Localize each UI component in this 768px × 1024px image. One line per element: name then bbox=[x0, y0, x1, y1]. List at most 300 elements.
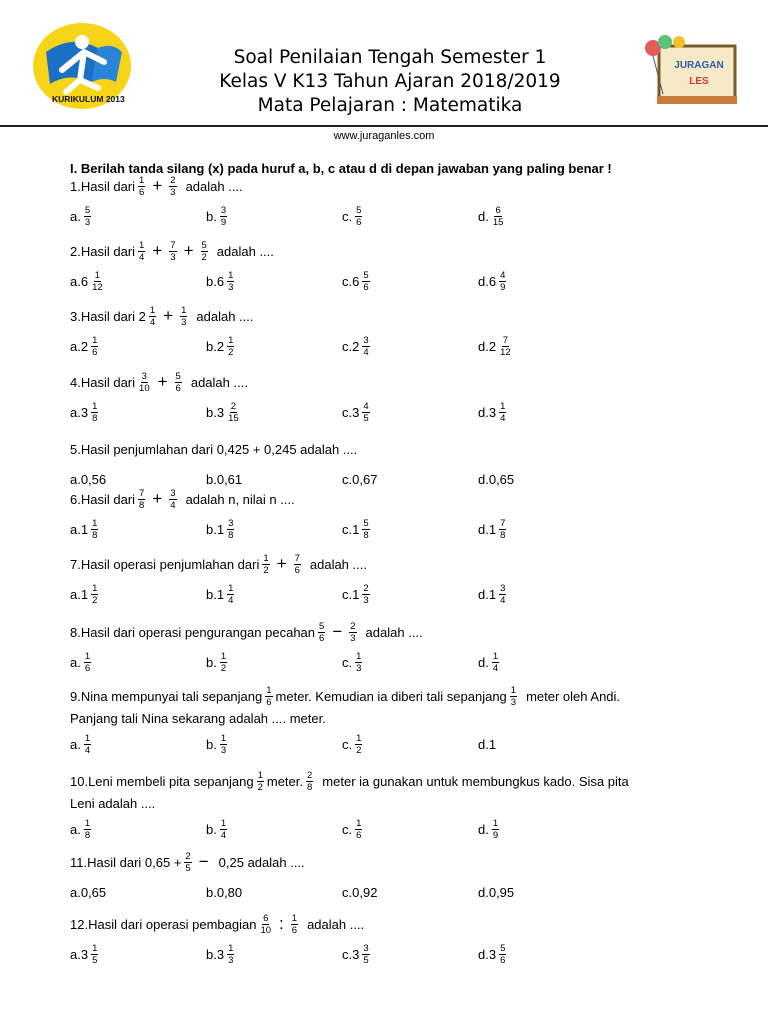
option-d[interactable] bbox=[478, 515, 509, 543]
numerator: 1 bbox=[492, 650, 499, 662]
whole-number: 6 bbox=[80, 273, 89, 289]
option-fraction bbox=[355, 818, 362, 841]
denominator: 6 bbox=[92, 346, 98, 358]
kurikulum-2013-logo bbox=[32, 22, 132, 110]
numerator: 7 bbox=[502, 334, 509, 346]
question-text bbox=[70, 682, 620, 710]
question-number: 12. bbox=[70, 916, 89, 932]
numerator: 5 bbox=[201, 239, 207, 251]
question-12 bbox=[70, 910, 506, 968]
option-fraction bbox=[362, 583, 369, 606]
option-b[interactable] bbox=[206, 730, 230, 758]
option-fraction bbox=[355, 733, 362, 756]
numerator: 7 bbox=[170, 239, 176, 251]
title-line-3: Mata Pelajaran : Matematika bbox=[257, 95, 523, 116]
numerator: 5 bbox=[84, 204, 91, 216]
option-a[interactable] bbox=[70, 332, 101, 360]
denominator: 6 bbox=[356, 216, 362, 228]
option-letter: b. bbox=[206, 946, 217, 962]
option-d[interactable] bbox=[478, 648, 502, 676]
denominator: 3 bbox=[510, 696, 517, 708]
option-letter: a. bbox=[70, 946, 81, 962]
option-letter: d. bbox=[478, 654, 489, 670]
option-letter: c. bbox=[342, 208, 353, 224]
numerator: 1 bbox=[220, 817, 227, 829]
fraction bbox=[138, 175, 145, 198]
header-divider bbox=[0, 125, 768, 127]
denominator: 3 bbox=[170, 186, 176, 198]
denominator: 6 bbox=[294, 564, 300, 576]
question-text bbox=[70, 172, 243, 200]
option-a[interactable] bbox=[70, 878, 106, 906]
numerator: 1 bbox=[92, 334, 98, 346]
option-d[interactable] bbox=[478, 878, 514, 906]
whole-number: 3 bbox=[216, 404, 225, 420]
question-prefix: Hasil dari bbox=[80, 491, 136, 507]
denominator: 8 bbox=[139, 499, 145, 511]
numerator: 2 bbox=[350, 620, 356, 632]
whole-number: 1 bbox=[216, 586, 225, 602]
question-number: 2. bbox=[70, 243, 81, 259]
option-letter: c. bbox=[342, 471, 353, 487]
option-fraction bbox=[91, 270, 104, 293]
fraction bbox=[201, 240, 208, 263]
option-fraction bbox=[362, 943, 369, 966]
question-prefix: Hasil dari bbox=[80, 178, 136, 194]
option-c[interactable] bbox=[342, 730, 365, 758]
option-a[interactable] bbox=[70, 940, 101, 968]
option-fraction bbox=[91, 518, 98, 541]
option-value: 0,80 bbox=[216, 884, 243, 900]
whole-number: 2 bbox=[352, 338, 360, 354]
option-c[interactable] bbox=[342, 580, 373, 608]
denominator: 3 bbox=[228, 281, 234, 293]
option-d[interactable] bbox=[478, 465, 514, 493]
question-suffix: adalah .... bbox=[190, 374, 248, 390]
option-value: 0,61 bbox=[216, 471, 243, 487]
option-fraction bbox=[362, 518, 369, 541]
whole-number: 1 bbox=[488, 586, 497, 602]
fraction bbox=[169, 175, 176, 198]
question-suffix: meter oleh Andi. bbox=[526, 688, 621, 704]
question-1 bbox=[70, 172, 504, 230]
question-number: 6. bbox=[70, 491, 81, 507]
option-b[interactable] bbox=[206, 815, 230, 843]
option-letter: c. bbox=[342, 273, 353, 289]
option-fraction bbox=[227, 943, 234, 966]
numerator: 1 bbox=[228, 582, 234, 594]
option-fraction bbox=[91, 583, 98, 606]
answer-options bbox=[70, 332, 511, 360]
option-letter: d. bbox=[478, 338, 489, 354]
question-text bbox=[70, 485, 295, 513]
option-fraction bbox=[91, 943, 98, 966]
fraction bbox=[138, 240, 145, 263]
operator: + bbox=[163, 306, 174, 325]
fraction bbox=[259, 913, 272, 936]
question-8 bbox=[70, 618, 499, 676]
numerator: 2 bbox=[230, 400, 237, 412]
denominator: 3 bbox=[350, 632, 356, 644]
option-d[interactable] bbox=[478, 815, 502, 843]
operator: : bbox=[279, 914, 284, 933]
numerator: 1 bbox=[500, 400, 506, 412]
numerator: 1 bbox=[228, 942, 234, 954]
fraction bbox=[349, 621, 356, 644]
option-letter: d. bbox=[478, 208, 489, 224]
numerator: 2 bbox=[307, 769, 313, 781]
fraction bbox=[510, 685, 517, 708]
whole-number: 1 bbox=[216, 521, 225, 537]
numerator: 1 bbox=[492, 817, 499, 829]
denominator: 5 bbox=[363, 954, 369, 966]
juragan-les-logo bbox=[643, 34, 741, 106]
question-4 bbox=[70, 368, 506, 426]
denominator: 3 bbox=[363, 594, 369, 606]
operator: + bbox=[152, 489, 163, 508]
numerator: 2 bbox=[185, 850, 191, 862]
numerator: 5 bbox=[356, 204, 362, 216]
fraction bbox=[169, 488, 176, 511]
option-value: 0,65 bbox=[488, 471, 515, 487]
option-c[interactable] bbox=[342, 940, 373, 968]
denominator: 4 bbox=[220, 829, 227, 841]
denominator: 6 bbox=[139, 186, 145, 198]
operator: + bbox=[152, 241, 163, 260]
numerator: 1 bbox=[84, 732, 91, 744]
denominator: 8 bbox=[228, 529, 234, 541]
denominator: 2 bbox=[220, 662, 227, 674]
option-c[interactable] bbox=[342, 398, 373, 426]
denominator: 4 bbox=[228, 594, 234, 606]
option-letter: c. bbox=[342, 654, 353, 670]
option-d[interactable] bbox=[478, 267, 509, 295]
option-a[interactable] bbox=[70, 648, 94, 676]
denominator: 8 bbox=[92, 529, 98, 541]
fraction bbox=[175, 371, 182, 394]
title-line-1: Soal Penilaian Tengah Semester 1 bbox=[233, 47, 547, 68]
fraction bbox=[138, 371, 151, 394]
answer-options bbox=[70, 648, 499, 676]
numerator: 1 bbox=[181, 304, 187, 316]
question-6 bbox=[70, 485, 506, 543]
option-c[interactable] bbox=[342, 202, 365, 230]
question-suffix: adalah .... bbox=[365, 624, 423, 640]
option-d[interactable] bbox=[478, 332, 515, 360]
operator: − bbox=[332, 622, 343, 641]
question-text bbox=[70, 237, 274, 265]
question-suffix: adalah n, nilai n .... bbox=[185, 491, 295, 507]
option-b[interactable] bbox=[206, 515, 237, 543]
option-fraction bbox=[355, 205, 362, 228]
question-middle: meter. bbox=[266, 773, 303, 789]
answer-options bbox=[70, 580, 506, 608]
svg-text:LES: LES bbox=[689, 76, 709, 87]
option-letter: a. bbox=[70, 471, 81, 487]
question-text bbox=[70, 435, 357, 463]
question-prefix: Hasil dari bbox=[80, 243, 136, 259]
option-c[interactable] bbox=[342, 515, 373, 543]
option-b[interactable] bbox=[206, 940, 237, 968]
option-a[interactable] bbox=[70, 580, 101, 608]
question-prefix: Nina mempunyai tali sepanjang bbox=[80, 688, 263, 704]
question-suffix: adalah .... bbox=[309, 556, 367, 572]
option-fraction bbox=[492, 818, 499, 841]
whole-number: 1 bbox=[352, 586, 360, 602]
fraction bbox=[149, 305, 156, 328]
option-letter: d. bbox=[478, 521, 489, 537]
question-prefix: Hasil dari 2 bbox=[80, 308, 146, 324]
option-letter: d. bbox=[478, 884, 489, 900]
option-value: 0,65 bbox=[80, 884, 107, 900]
denominator: 3 bbox=[228, 954, 234, 966]
denominator: 4 bbox=[170, 499, 176, 511]
option-letter: a. bbox=[70, 586, 81, 602]
answer-options bbox=[70, 878, 515, 906]
option-c[interactable] bbox=[342, 878, 377, 906]
numerator: 3 bbox=[363, 334, 369, 346]
option-letter: a. bbox=[70, 736, 81, 752]
denominator: 4 bbox=[84, 744, 91, 756]
whole-number: 3 bbox=[80, 404, 89, 420]
denominator: 4 bbox=[149, 316, 156, 328]
option-b[interactable] bbox=[206, 878, 242, 906]
denominator: 4 bbox=[139, 251, 145, 263]
option-letter: c. bbox=[342, 404, 353, 420]
denominator: 8 bbox=[363, 529, 369, 541]
option-value: 0,56 bbox=[80, 471, 107, 487]
question-number: 10. bbox=[70, 773, 89, 789]
numerator: 1 bbox=[356, 732, 362, 744]
numerator: 3 bbox=[220, 204, 227, 216]
denominator: 3 bbox=[356, 662, 362, 674]
option-value: 0,92 bbox=[352, 884, 378, 900]
option-a[interactable] bbox=[70, 730, 94, 758]
question-suffix: meter ia gunakan untuk membungkus kado. Sisa pita bbox=[322, 773, 629, 789]
question-number: 4. bbox=[70, 374, 81, 390]
option-fraction bbox=[227, 518, 234, 541]
numerator: 1 bbox=[92, 517, 98, 529]
question-suffix: adalah .... bbox=[185, 178, 243, 194]
option-letter: a. bbox=[70, 273, 81, 289]
option-value: 1 bbox=[488, 736, 497, 752]
answer-options bbox=[70, 267, 506, 295]
option-d[interactable] bbox=[478, 580, 509, 608]
option-c[interactable] bbox=[342, 332, 373, 360]
numerator: 2 bbox=[170, 174, 176, 186]
option-a[interactable] bbox=[70, 398, 101, 426]
question-text-line-2: Panjang tali Nina sekarang adalah .... meter. bbox=[70, 711, 326, 726]
option-fraction bbox=[499, 270, 506, 293]
option-a[interactable] bbox=[70, 202, 94, 230]
question-number: 11. bbox=[70, 854, 88, 870]
option-letter: a. bbox=[70, 338, 81, 354]
option-letter: b. bbox=[206, 404, 217, 420]
denominator: 2 bbox=[356, 744, 362, 756]
operator: + bbox=[157, 372, 168, 391]
option-letter: b. bbox=[206, 471, 217, 487]
option-a[interactable] bbox=[70, 267, 107, 295]
option-letter: b. bbox=[206, 338, 217, 354]
numerator: 1 bbox=[257, 769, 263, 781]
answer-options bbox=[70, 940, 506, 968]
option-b[interactable] bbox=[206, 202, 230, 230]
denominator: 4 bbox=[363, 346, 369, 358]
option-fraction bbox=[362, 401, 369, 424]
option-fraction bbox=[499, 583, 506, 606]
option-fraction bbox=[220, 818, 227, 841]
whole-number: 2 bbox=[80, 338, 89, 354]
denominator: 3 bbox=[220, 744, 227, 756]
answer-options bbox=[70, 202, 504, 230]
fraction bbox=[306, 770, 313, 793]
question-number: 1. bbox=[70, 178, 81, 194]
option-fraction bbox=[355, 651, 362, 674]
option-letter: b. bbox=[206, 273, 217, 289]
numerator: 1 bbox=[263, 552, 269, 564]
numerator: 1 bbox=[92, 582, 98, 594]
option-letter: d. bbox=[478, 471, 489, 487]
option-a[interactable] bbox=[70, 815, 94, 843]
fraction bbox=[180, 305, 187, 328]
fraction bbox=[291, 913, 298, 936]
option-letter: a. bbox=[70, 654, 81, 670]
denominator: 6 bbox=[84, 662, 91, 674]
numerator: 1 bbox=[266, 684, 272, 696]
whole-number: 6 bbox=[216, 273, 225, 289]
numerator: 4 bbox=[363, 400, 369, 412]
denominator: 4 bbox=[492, 662, 499, 674]
operator: + bbox=[276, 554, 287, 573]
numerator: 7 bbox=[500, 517, 506, 529]
numerator: 3 bbox=[363, 942, 369, 954]
option-b[interactable] bbox=[206, 267, 237, 295]
numerator: 1 bbox=[84, 650, 91, 662]
denominator: 12 bbox=[500, 346, 511, 358]
option-letter: b. bbox=[206, 521, 217, 537]
denominator: 15 bbox=[492, 216, 504, 228]
whole-number: 3 bbox=[352, 946, 360, 962]
website-link[interactable]: www.juraganles.com bbox=[333, 130, 435, 142]
option-b[interactable] bbox=[206, 398, 243, 426]
option-d[interactable] bbox=[478, 398, 509, 426]
denominator: 6 bbox=[356, 829, 362, 841]
denominator: 2 bbox=[228, 346, 234, 358]
question-2 bbox=[70, 237, 506, 295]
denominator: 2 bbox=[201, 251, 207, 263]
option-fraction bbox=[362, 270, 369, 293]
question-suffix: adalah .... bbox=[307, 916, 365, 932]
numerator: 5 bbox=[500, 942, 506, 954]
fraction bbox=[262, 553, 269, 576]
question-text-line-2: Leni adalah .... bbox=[70, 796, 156, 811]
option-fraction bbox=[499, 401, 506, 424]
numerator: 1 bbox=[291, 912, 298, 924]
numerator: 6 bbox=[263, 912, 269, 924]
question-prefix: Hasil dari bbox=[80, 374, 136, 390]
option-fraction bbox=[84, 818, 91, 841]
option-c[interactable] bbox=[342, 465, 377, 493]
option-fraction bbox=[362, 335, 369, 358]
question-body: Hasil penjumlahan dari 0,425 + 0,245 adalah .... bbox=[80, 441, 358, 457]
option-d[interactable] bbox=[478, 940, 509, 968]
option-letter: d. bbox=[478, 736, 489, 752]
denominator: 8 bbox=[307, 781, 313, 793]
option-letter: d. bbox=[478, 946, 489, 962]
whole-number: 3 bbox=[216, 946, 225, 962]
numerator: 1 bbox=[220, 650, 227, 662]
option-fraction bbox=[227, 335, 234, 358]
denominator: 4 bbox=[500, 412, 506, 424]
option-letter: c. bbox=[342, 736, 353, 752]
denominator: 6 bbox=[266, 696, 272, 708]
option-b[interactable] bbox=[206, 332, 237, 360]
question-text bbox=[70, 550, 367, 578]
question-text bbox=[70, 848, 305, 876]
option-letter: b. bbox=[206, 821, 217, 837]
question-suffix: adalah .... bbox=[216, 243, 274, 259]
numerator: 1 bbox=[139, 239, 145, 251]
whole-number: 3 bbox=[488, 946, 497, 962]
option-fraction bbox=[220, 733, 227, 756]
option-c[interactable] bbox=[342, 815, 365, 843]
question-number: 5. bbox=[70, 441, 81, 457]
option-letter: a. bbox=[70, 521, 81, 537]
option-fraction bbox=[227, 401, 240, 424]
option-d[interactable] bbox=[478, 730, 496, 758]
denominator: 2 bbox=[257, 781, 263, 793]
denominator: 9 bbox=[500, 281, 506, 293]
answer-options bbox=[70, 515, 506, 543]
option-fraction bbox=[84, 205, 91, 228]
numerator: 1 bbox=[92, 942, 98, 954]
option-fraction bbox=[227, 583, 234, 606]
question-text bbox=[70, 368, 248, 396]
document-title bbox=[130, 46, 650, 118]
option-letter: d. bbox=[478, 821, 489, 837]
option-d[interactable] bbox=[478, 202, 507, 230]
whole-number: 6 bbox=[352, 273, 360, 289]
option-c[interactable] bbox=[342, 267, 373, 295]
numerator: 5 bbox=[363, 517, 369, 529]
whole-number: 2 bbox=[488, 338, 497, 354]
option-letter: c. bbox=[342, 338, 353, 354]
whole-number: 3 bbox=[80, 946, 89, 962]
numerator: 1 bbox=[149, 304, 156, 316]
option-fraction bbox=[492, 205, 505, 228]
question-7 bbox=[70, 550, 506, 608]
numerator: 1 bbox=[228, 334, 234, 346]
option-b[interactable] bbox=[206, 580, 237, 608]
numerator: 5 bbox=[363, 269, 369, 281]
option-b[interactable] bbox=[206, 648, 230, 676]
question-number: 7. bbox=[70, 556, 81, 572]
option-a[interactable] bbox=[70, 515, 101, 543]
numerator: 1 bbox=[94, 269, 101, 281]
denominator: 10 bbox=[139, 382, 150, 394]
denominator: 10 bbox=[260, 924, 272, 936]
question-middle: meter. Kemudian ia diberi tali sepanjang bbox=[275, 688, 507, 704]
fraction bbox=[138, 488, 145, 511]
denominator: 3 bbox=[181, 316, 187, 328]
option-letter: c. bbox=[342, 884, 353, 900]
option-fraction bbox=[499, 943, 506, 966]
answer-options bbox=[70, 398, 506, 426]
option-fraction bbox=[220, 651, 227, 674]
denominator: 3 bbox=[170, 251, 176, 263]
numerator: 4 bbox=[500, 269, 506, 281]
option-c[interactable] bbox=[342, 648, 365, 676]
